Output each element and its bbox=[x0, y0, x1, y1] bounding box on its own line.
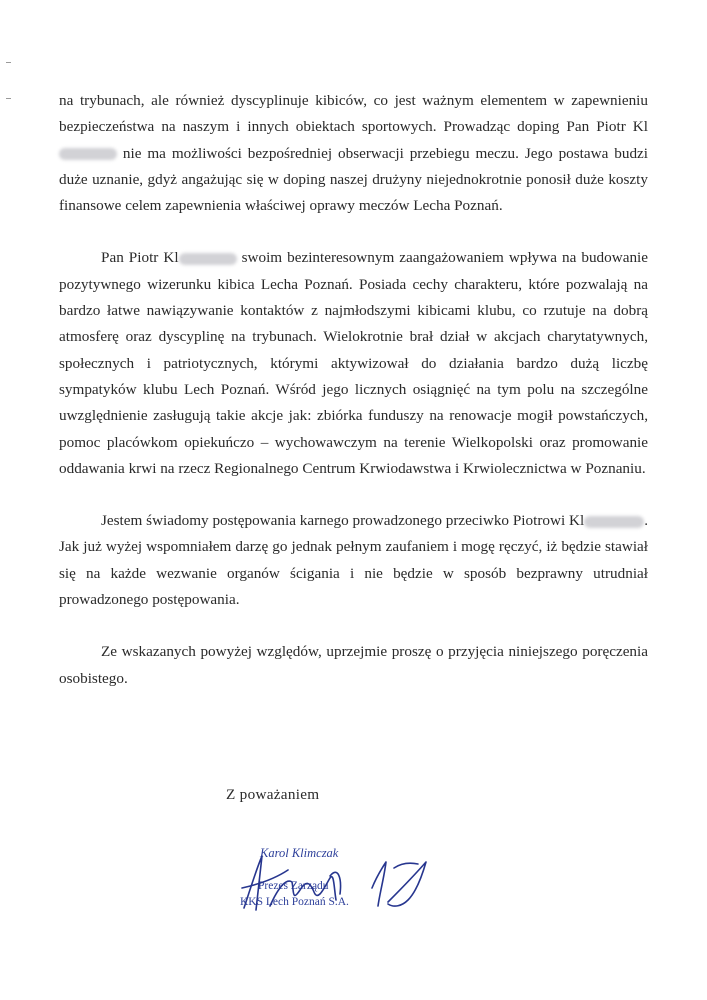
scan-mark bbox=[6, 98, 11, 99]
paragraph-2: Pan Piotr Kl swoim bezinteresownym zaangażowaniem wpływa na budowanie pozytywnego wizerunku kibica Lecha Poznań. Posiada cechy charakteru, które pozwalają na bardzo łatwe nawiązywanie kontaktów z najmłodszymi kibicami klubu, co rzutuje na dobrą atmosferę oraz dyscyplinę na trybunach. Wielokrotnie brał dział w akcjach charytatywnych, społecznych i patriotycznych, którymi aktywizował do działania bardzo dużą liczbę sympatyków klubu Lech Poznań. Wśród jego licznych osiągnięć na tym polu na szczególne uwzględnienie zasługują takie akcje jak: zbiórka funduszy na renowacje mogił powstańczych, pomoc placówkom opiekuńczo – wychowawczym na terenie Wielkopolski oraz promowanie oddawania krwi na rzecz Regionalnego Centrum Krwiodawstwa i Krwiolecznictwa w Poznaniu. bbox=[59, 249, 648, 477]
closing-salutation: Z poważaniem bbox=[226, 786, 320, 803]
letter-body bbox=[59, 88, 648, 718]
redacted-surname bbox=[59, 148, 117, 160]
redacted-surname bbox=[584, 516, 644, 528]
paragraph-3: Jestem świadomy postępowania karnego prowadzonego przeciwko Piotrowi Kl . Jak już wyżej wspomniałem darzę go jednak pełnym zaufaniem i mogę ręczyć, iż będzie stawiał się na każde wezwanie organów ścigania i nie będzie w sposób bezprawny utrudniał prowadzonego postępowania. bbox=[59, 512, 648, 609]
paragraph-1: na trybunach, ale również dyscyplinuje kibiców, co jest ważnym elementem w zapewnieniu bezpieczeństwa na naszym i innych obiektach sportowych. Prowadząc doping Pan Piotr Kl nie ma możliwości bezpośredniej obserwacji przebiegu meczu. Jego postawa budzi duże uznanie, gdyż angażując się w doping naszej drużyny niejednokrotnie ponosił duże koszty finansowe celem zapewnienia właściwej oprawy meczów Lecha Poznań. bbox=[59, 92, 648, 215]
scan-mark bbox=[6, 62, 11, 63]
redacted-surname bbox=[179, 253, 237, 265]
stamp-title: Prezes Zarządu bbox=[258, 880, 329, 892]
paragraph-4: Ze wskazanych powyżej względów, uprzejmie proszę o przyjęcia niniejszego poręczenia osobistego. bbox=[59, 643, 648, 687]
stamp-organization: KKS Lech Poznań S.A. bbox=[240, 896, 349, 908]
stamp-name: Karol Klimczak bbox=[260, 846, 339, 860]
handwritten-signature bbox=[230, 848, 440, 918]
